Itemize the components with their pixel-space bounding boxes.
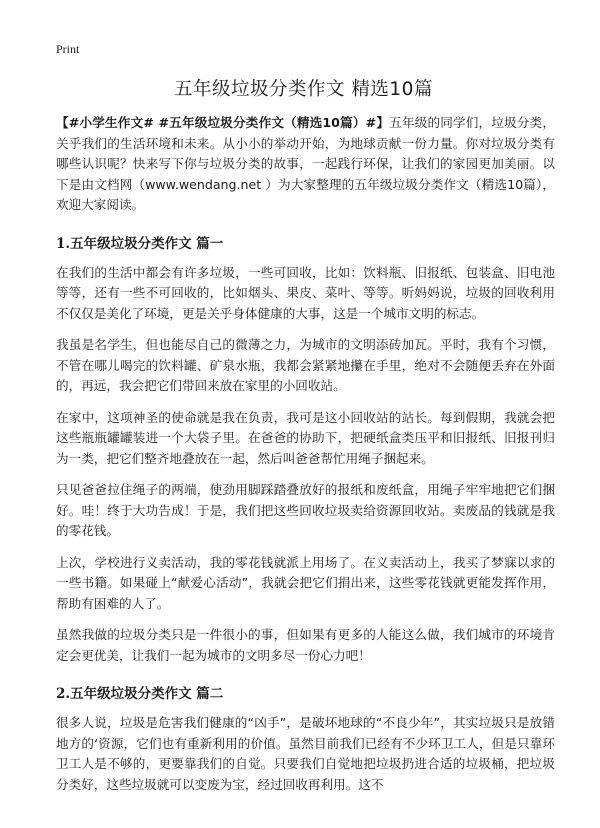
section-paragraph: 在我们的生活中都会有许多垃圾，一些可回收，比如：饮料瓶、旧报纸、包装盒、旧电池等等，还有一些不可回收的，比如烟头、果皮、菜叶、等等。听妈妈说，垃圾的回收利用不仅仅是美化了环境，更是关乎身体健康的大事，这是一个城市文明的标志。	[56, 264, 555, 321]
section-paragraph: 很多人说，垃圾是危害我们健康的“凶手”，是破坏地球的“不良少年”，其实垃圾只是放错地方的‘资源，它们也有重新利用的价值。虽然目前我们已经有不少环卫工人，但是只靠环卫工人是不够的，更要靠我们的自觉。只要我们自觉地把垃圾扔进合适的垃圾桶，把垃圾分类好，这些垃圾就可以变废为宝，经过回收再利用。这不	[56, 715, 555, 792]
print-link[interactable]: Print	[56, 42, 80, 56]
section-paragraph: 上次，学校进行义卖活动，我的零花钱就派上用场了。在义卖活动上，我买了梦寐以求的一些书籍。如果碰上“献爱心活动”，我就会把它们捐出来，这些零花钱就更能发挥作用，帮助有困难的人了。	[56, 554, 555, 611]
section-1	[56, 232, 555, 667]
section-heading: 2.五年级垃圾分类作文 篇二	[56, 686, 224, 702]
intro-text: 五年级的同学们，垃圾分类，关乎我们的生活环境和未来。从小小的举动开始，为地球贡献一份力量。你对垃圾分类有哪些认识呢？快来写下你与垃圾分类的故事，一起践行环保，让我们的家园更加美丽。以下是由文档网（www.wendang.net ）为大家整理的五年级垃圾分类作文（精选10篇），欢迎大家阅读。	[56, 115, 556, 212]
section-paragraph: 虽然我做的垃圾分类只是一件很小的事，但如果有更多的人能这么做，我们城市的环境肯定会更优美，让我们一起为城市的文明多尽一份心力吧！	[56, 627, 555, 663]
section-heading: 1.五年级垃圾分类作文 篇一	[56, 235, 224, 252]
section-2	[56, 682, 555, 795]
document-title: 五年级垃圾分类作文 精选10篇	[174, 79, 433, 100]
intro-tag: 【#小学生作文# #五年级垃圾分类作文（精选10篇）#】	[56, 115, 390, 130]
section-paragraph: 我虽是名学生，但也能尽自己的微薄之力，为城市的文明添砖加瓦。平时，我有个习惯，不管在哪儿喝完的饮料罐、矿泉水瓶，我都会紧紧地攥在手里，绝对不会随便丢弃在外面的，再远，我会把它们带回来放在家里的小回收站。	[56, 337, 555, 393]
section-paragraph: 在家中，这项神圣的使命就是我在负责，我可是这小回收站的站长。每到假期，我就会把这些瓶瓶罐罐装进一个大袋子里。在爸爸的协助下，把硬纸盒类压平和旧报纸、旧报刊归为一类，把它们整齐地叠放在一起，然后叫爸爸帮忙用绳子捆起来。	[56, 409, 555, 466]
intro-paragraph	[56, 113, 555, 216]
section-paragraph: 只见爸爸拉住绳子的两端，使劲用脚踩踏叠放好的报纸和废纸盒，用绳子牢牢地把它们捆好。哇！终于大功告成！于是，我们把这些回收垃圾卖给资源回收站。卖废品的钱就是我的零花钱。	[56, 482, 555, 538]
